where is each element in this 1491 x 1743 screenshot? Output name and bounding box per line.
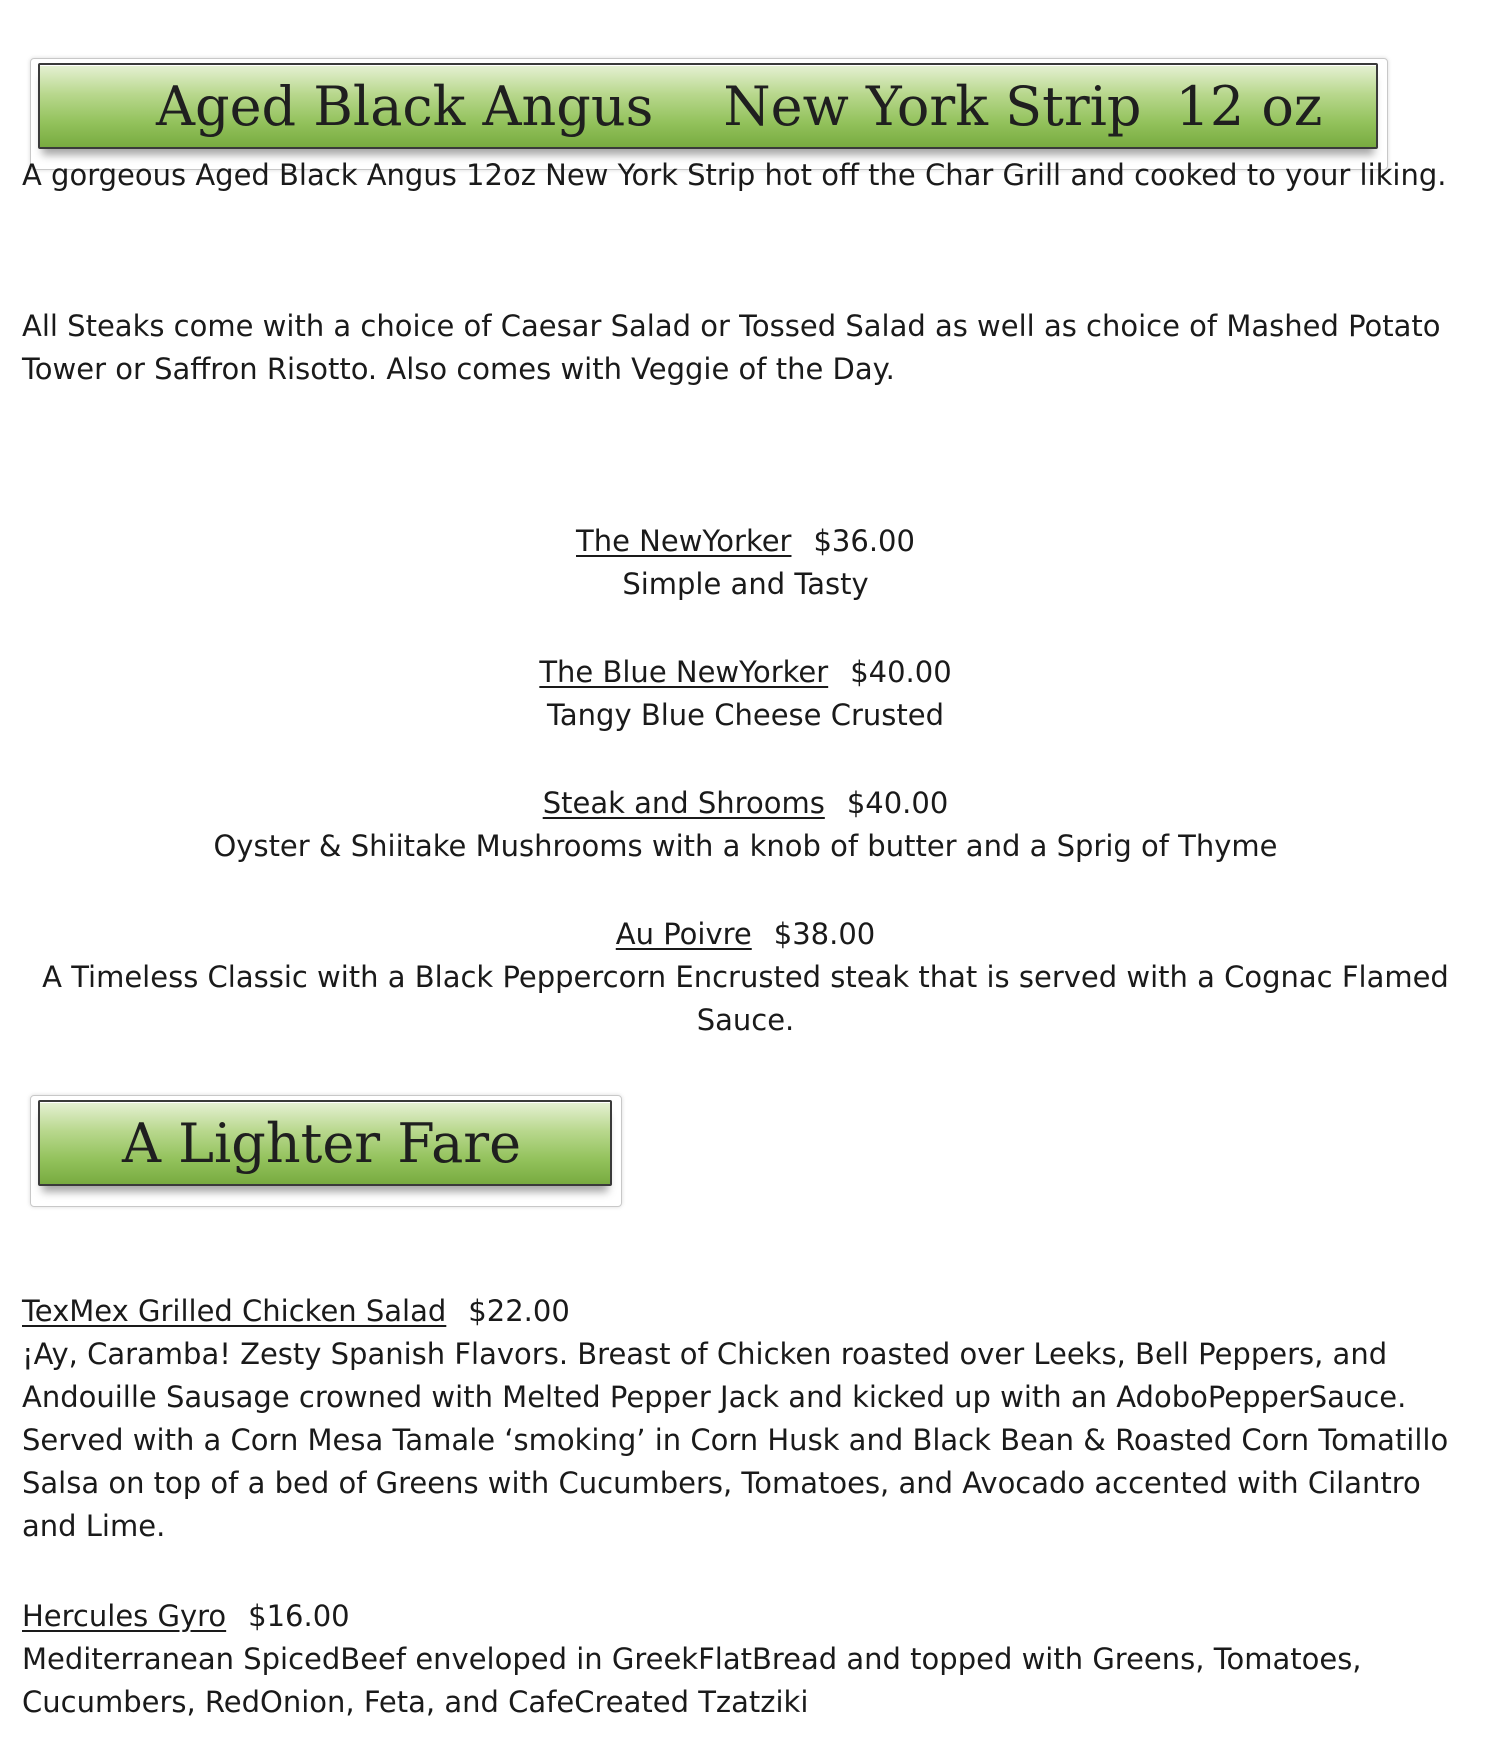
menu-item-description: Simple and Tasty (622, 567, 869, 601)
menu-item-name: Steak and Shrooms (542, 786, 825, 820)
menu-item-price: $40.00 (850, 655, 952, 689)
menu-item-title (0, 782, 1491, 825)
menu-item-price: $16.00 (248, 1599, 350, 1633)
menu-item-name: Hercules Gyro (22, 1599, 227, 1633)
menu-item-title (22, 1290, 1472, 1333)
steak-intro: A gorgeous Aged Black Angus 12oz New York Strip hot off the Char Grill and cooked to your liking. (22, 158, 1447, 192)
section-banner-steak (38, 63, 1378, 149)
menu-item-price: $22.00 (468, 1294, 570, 1328)
section-banner-lighter (38, 1100, 612, 1186)
menu-item-description: Mediterranean SpicedBeef enveloped in GreekFlatBread and topped with Greens, Tomatoes, Cucumbers, RedOnion, Feta, and CafeCreated Tzatziki (22, 1642, 1362, 1719)
banner-title-part1: Aged Black Angus (156, 74, 654, 138)
menu-item-price: $38.00 (773, 917, 876, 951)
banner-title: A Lighter Fare (122, 1111, 522, 1175)
menu-item-price: $36.00 (813, 524, 915, 558)
menu-item-description: ¡Ay, Caramba! Zesty Spanish Flavors. Breast of Chicken roasted over Leeks, Bell Peppers, and Andouille Sausage crowned with Melted Pepper Jack and kicked up with an AdoboPepperSauce. Served with a Corn Mesa Tamale ‘smoking’ in Corn Husk and Black Bean & Roasted Corn Tomatillo Salsa on top of a bed of Greens with Cucumbers, Tomatoes, and Avocado accented with Cilantro and Lime. (22, 1337, 1449, 1543)
menu-item-name: Au Poivre (615, 917, 752, 951)
menu-item-price: $40.00 (846, 786, 949, 820)
menu-item-title (0, 913, 1491, 956)
menu-item-description: A Timeless Classic with a Black Peppercorn Encrusted steak that is served with a Cognac Flamed Sauce. (42, 960, 1449, 1037)
menu-item-name: TexMex Grilled Chicken Salad (22, 1294, 447, 1328)
menu-item-description: Tangy Blue Cheese Crusted (546, 698, 944, 732)
steak-sides-note: All Steaks come with a choice of Caesar Salad or Tossed Salad as well as choice of Mashed Potato Tower or Saffron Risotto. Also comes with Veggie of the Day. (22, 309, 1441, 386)
menu-item-name: The NewYorker (576, 524, 792, 558)
menu-item-title (0, 520, 1491, 563)
menu-item-description: Oyster & Shiitake Mushrooms with a knob of butter and a Sprig of Thyme (213, 829, 1278, 863)
banner-title-part2: New York Strip (723, 74, 1142, 138)
menu-item-title (0, 651, 1491, 694)
menu-item-title (22, 1595, 1472, 1638)
banner-title-part3: 12 oz (1175, 74, 1323, 138)
menu-item-name: The Blue NewYorker (539, 655, 829, 689)
